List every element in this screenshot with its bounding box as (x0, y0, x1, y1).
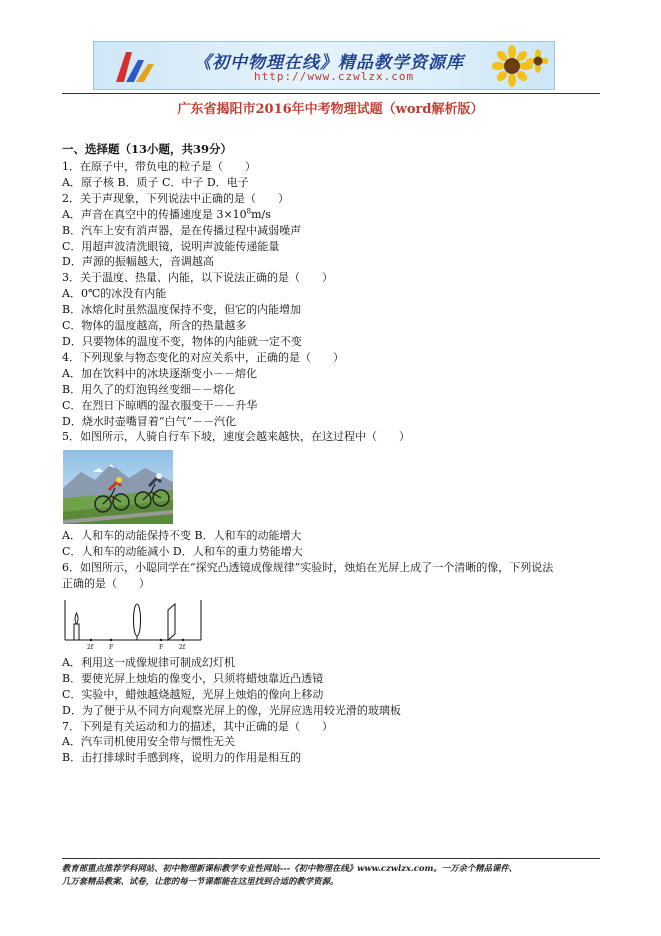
question-content (62, 141, 602, 766)
question-line: C．用超声波清洗眼镜，说明声波能传递能量 (62, 239, 280, 253)
svg-text:F: F (109, 643, 114, 651)
question-line: D．烧水时壶嘴冒着“白气”－－汽化 (62, 414, 237, 428)
question-line: 6．如图所示，小聪同学在“探究凸透镜成像规律”实验时，烛焰在光屏上成了一个清晰的像，下列说法 (62, 561, 554, 575)
question-line: A．利用这一成像规律可制成幻灯机 (62, 655, 235, 669)
header-divider (62, 93, 600, 94)
question-line: 4．下列现象与物态变化的对应关系中，正确的是（ ） (62, 350, 344, 364)
question-line: B．汽车上安有消声器，是在传播过程中减弱噪声 (62, 223, 302, 237)
question-line: D．为了便于从不同方向观察光屏上的像，光屏应选用较光滑的玻璃板 (62, 703, 401, 717)
question-line: C．实验中，蜡烛越烧越短，光屏上烛焰的像向上移动 (62, 687, 324, 701)
question-line: B．冰熔化时虽然温度保持不变，但它的内能增加 (62, 303, 302, 317)
question-block-4 (62, 655, 602, 766)
question-line: 3．关于温度、热量、内能，以下说法正确的是（ ） (62, 271, 333, 285)
page-footer (62, 862, 602, 888)
footer-divider (62, 858, 600, 859)
question-line: B．击打排球时手感到疼，说明力的作用是相互的 (62, 751, 302, 765)
unit-text: m/s (251, 207, 271, 221)
cyclist-photo (63, 450, 173, 524)
banner-title: 《初中物理在线》精品教学资源库 (194, 53, 464, 73)
question-line: D．声源的振幅越大，音调越高 (62, 255, 214, 269)
question-line: A．人和车的动能保持不变 B．人和车的动能增大 (62, 529, 302, 543)
question-line: B．用久了的灯泡钨丝变细－－熔化 (62, 382, 236, 396)
svg-text:2f: 2f (179, 643, 186, 651)
question-block-1 (62, 159, 602, 223)
document-title: 广东省揭阳市2016年中考物理试题（word解析版） (177, 102, 484, 117)
question-block-3 (62, 528, 602, 592)
question-line: A．汽车司机使用安全带与惯性无关 (62, 735, 235, 749)
svg-text:F: F (159, 643, 164, 651)
question-line: 5．如图所示，人骑自行车下坡，速度会越来越快，在这过程中（ ） (62, 430, 410, 444)
footer-line: 教育部重点推荐学科网站、初中物理新课标教学专业性网站---《初中物理在线》www.czwlzx.com。一万余个精品课件、 (62, 863, 518, 873)
question-line: C．在烈日下晾晒的湿衣服变干－－升华 (62, 398, 258, 412)
question-line: 2．关于声现象，下列说法中正确的是（ ） (62, 191, 289, 205)
question-line: A．0℃的冰没有内能 (62, 287, 167, 301)
option-text: A．声音在真空中的传播速度是 3×10 (62, 207, 247, 221)
convex-lens-setup-icon (63, 596, 203, 652)
sunflower-icon (492, 44, 548, 88)
site-logo-icon (112, 46, 156, 86)
banner-url: http://www.czwlzx.com (254, 70, 415, 83)
question-line: C．物体的温度越高，所含的热量越多 (62, 319, 247, 333)
question-block-2 (62, 223, 602, 446)
question-line: B．要使光屏上烛焰的像变小，只须将蜡烛靠近凸透镜 (62, 671, 324, 685)
question-line: A．加在饮料中的冰块逐渐变小－－熔化 (62, 366, 257, 380)
question-line: 正确的是（ ） (62, 577, 150, 591)
question-line: 1．在原子中，带负电的粒子是（ ） (62, 160, 256, 173)
header-banner (93, 41, 555, 90)
question-line: D．只要物体的温度不变，物体的内能就一定不变 (62, 334, 302, 348)
lens-experiment-diagram (63, 596, 203, 652)
svg-text:2f: 2f (87, 643, 94, 651)
question-line-with-exponent (62, 207, 602, 223)
exponent: 8 (246, 207, 252, 216)
section-heading: 一、选择题（13小题，共39分） (62, 142, 233, 156)
cyclist-image-icon (63, 450, 173, 524)
question-line: A．原子核 B．质子 C．中子 D．电子 (62, 175, 249, 189)
question-line: 7．下列是有关运动和力的描述，其中正确的是（ ） (62, 719, 333, 733)
footer-line: 几万套精品教案、试卷，让您的每一节课都能在这里找到合适的教学资源。 (62, 876, 339, 886)
question-line: C．人和车的动能减小 D．人和车的重力势能增大 (62, 545, 303, 559)
